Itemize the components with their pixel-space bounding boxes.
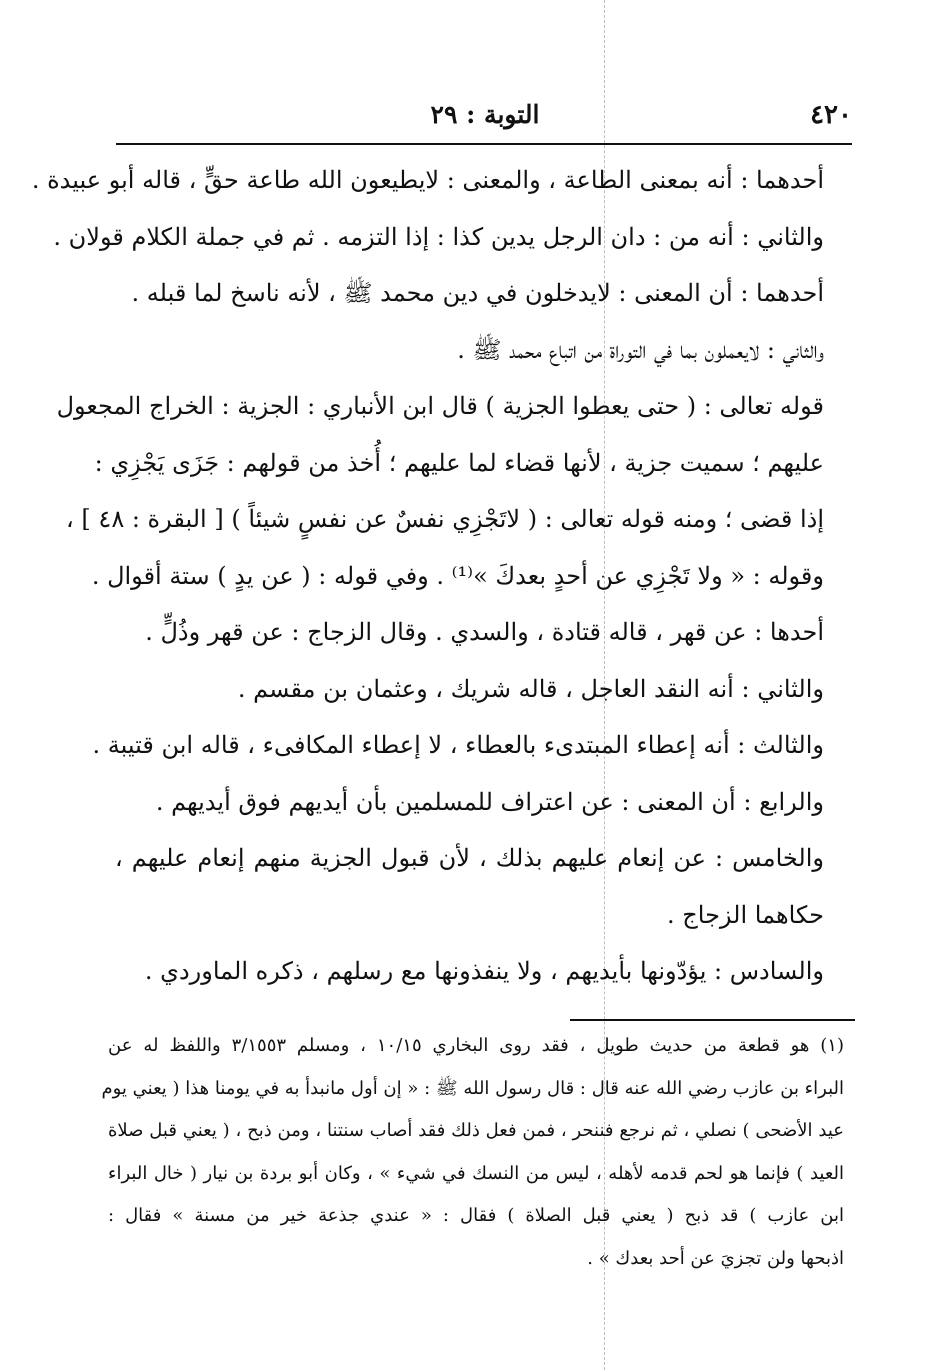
text-line: أحدهما : أنه بمعنى الطاعة ، والمعنى : لايطيعون الله طاعة حقٍّ ، قاله أبو عبيدة .	[31, 166, 824, 194]
page-number: ٤٢٠	[810, 100, 852, 130]
footnote-line: البراء بن عازب رضي الله عنه قال : قال رسول الله ﷺ : « إن أول مانبدأ به في يومنا هذا ( يعني يوم	[101, 1077, 844, 1099]
text-line: أحدها : عن قهر ، قاله قتادة ، والسدي . وقال الزجاج : عن قهر وذُلٍّ .	[145, 618, 824, 646]
text-line: والثاني : لايعملون بما في التوراة من اتباع محمد ﷺ .	[457, 335, 824, 364]
running-title: التوبة : ٢٩	[430, 100, 540, 129]
main-text	[31, 152, 824, 1000]
text-line: والثاني : أنه النقد العاجل ، قاله شريك ، وعثمان بن مقسم .	[237, 674, 824, 703]
text-line: والثاني : أنه من : دان الرجل يدين كذا : إذا التزمه . ثم في جملة الكلام قولان .	[53, 222, 824, 251]
text-line: عليهم ؛ سميت جزية ، لأنها قضاء لما عليهم ؛ أُخذ من قولهم : جَزَى يَجْزِي :	[94, 448, 824, 477]
text-line: والثالث : أنه إعطاء المبتدىء بالعطاء ، لا إعطاء المكافىء ، قاله ابن قتيبة .	[92, 731, 824, 759]
footnote-line: اذبحها ولن تجزيَ عن أحد بعدك » .	[587, 1247, 844, 1269]
footnotes	[101, 1025, 844, 1280]
text-line: والسادس : يؤدّونها بأيديهم ، ولا ينفذونها مع رسلهم ، ذكره الماوردي .	[144, 957, 824, 985]
footnote-line: (١) هو قطعة من حديث طويل ، فقد روى البخاري ١٠/١٥ ، ومسلم ٣/١٥٥٣ واللفظ له عن	[108, 1035, 844, 1056]
text-line: إذا قضى ؛ ومنه قوله تعالى : ( لاتَجْزِي نفسٌ عن نفسٍ شيئاً ) [ البقرة : ٤٨ ] ،	[66, 505, 824, 533]
footnote-line: العيد ) فإنما هو لحم قدمه لأهله ، ليس من النسك في شيء » ، وكان أبو بردة بن نيار ( خال البراء	[108, 1162, 844, 1184]
text-line: وقوله : « ولا تَجْزِي عن أحدٍ بعدكَ »⁽¹⁾ . وفي قوله : ( عن يدٍ ) ستة أقوال .	[91, 561, 824, 590]
footnote-line: عيد الأضحى ) نصلي ، ثم نرجع فننحر ، فمن فعل ذلك فقد أصاب سنتنا ، ومن ذبح ، ( يعني قبل صلاة	[108, 1120, 844, 1141]
text-line: أحدهما : أن المعنى : لايدخلون في دين محمد ﷺ ، لأنه ناسخ لما قبله .	[131, 279, 824, 307]
text-line: والرابع : أن المعنى : عن اعتراف للمسلمين بأن أيديهم فوق أيديهم .	[155, 787, 824, 816]
text-line: قوله تعالى : ( حتى يعطوا الجزية ) قال ابن الأنباري : الجزية : الخراج المجعول	[56, 392, 824, 420]
footnote-rule	[570, 1019, 855, 1021]
text-line: حكاهما الزجاج .	[667, 900, 824, 929]
text-line: والخامس : عن إنعام عليهم بذلك ، لأن قبول الجزية منهم إنعام عليهم ،	[115, 844, 824, 872]
header-rule	[116, 143, 852, 145]
footnote-line: ابن عازب ) قد ذبح ( يعني قبل الصلاة ) فقال : « عندي جذعة خير من مسنة » فقال :	[108, 1205, 844, 1226]
page-header	[118, 98, 852, 138]
